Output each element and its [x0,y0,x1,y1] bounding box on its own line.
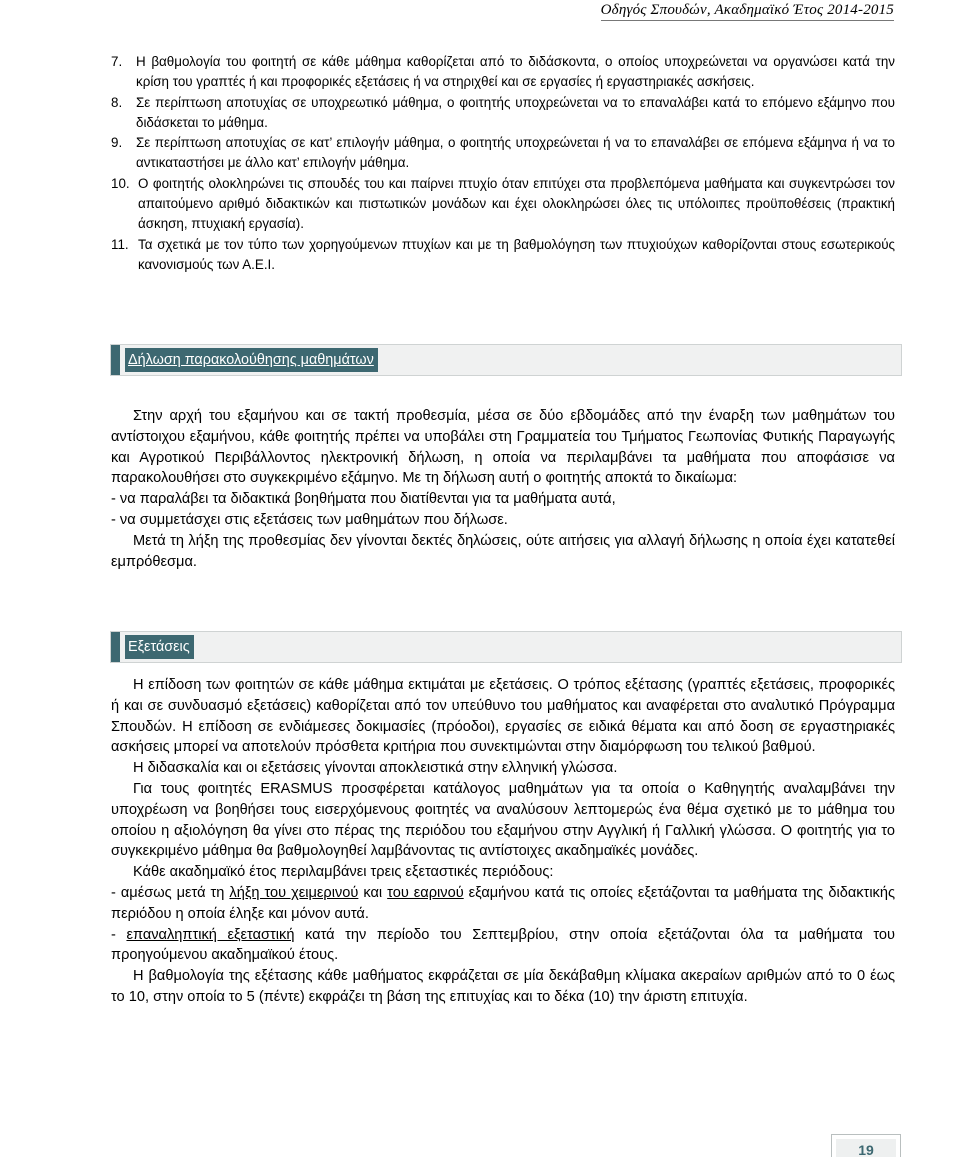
list-item-number: 7. [111,54,123,69]
list-item [111,174,895,235]
list-item-text: Σε περίπτωση αποτυχίας σε υποχρεωτικό μάθημα, ο φοιτητής υποχρεώνεται να το επαναλάβει κατά το επόμενο εξάμηνο που διδάσκεται το μάθημα. [136,94,895,130]
list-item-text: Ο φοιτητής ολοκληρώνει τις σπουδές του και παίρνει πτυχίο όταν επιτύχει στα προβλεπόμενα μαθήματα και συγκεντρώσει τον απαιτούμενο αριθμό διδακτικών και πιστωτικών μονάδων και έχει ολοκληρώσει όλες τις υπόλοιπες προϋποθέσεις (πρακτική άσκηση, πτυχιακή εργασία). [138,175,895,232]
bullet-line: - να συμμετάσχει στις εξετάσεις των μαθημάτων που δήλωσε. [111,511,508,528]
bullet-line [111,883,895,925]
text-span: και [358,884,388,901]
underlined-term: επαναληπτική εξεταστική [126,926,295,943]
heading-accent [111,345,120,375]
list-item-number: 10. [111,175,130,191]
section-exams-body [111,675,895,1008]
list-item-text: Τα σχετικά με τον τύπο των χορηγούμενων πτυχίων και με τη βαθμολόγηση των πτυχιούχων καθορίζονται στους εσωτερικούς κανονισμούς των Α.Ε.Ι. [138,236,895,272]
paragraph: Η βαθμολογία της εξέτασης κάθε μαθήματος εκφράζεται σε μία δεκάβαθμη κλίμακα ακεραίων αριθμών από το 0 έως το 10, στην οποία το 5 (πέντε) εκφράζει τη βάση της επιτυχίας και το δέκα (10) την άριστη επιτυχία. [111,968,895,1005]
page-number: 19 [836,1139,896,1157]
section-heading-bar [110,631,902,663]
list-item [111,93,895,134]
section-attendance-body [111,406,895,572]
list-item-text: Η βαθμολογία του φοιτητή σε κάθε μάθημα καθορίζεται από το διδάσκοντα, ο οποίος υποχρεώνεται να οργανώσει κατά την κρίση του γραπτές ή και προφορικές εξετάσεις ή να στηριχθεί και σε εργασίες ή εργαστηριακές ασκήσεις. [136,54,895,90]
numbered-list [111,52,895,275]
list-item [111,52,895,93]
paragraph: Κάθε ακαδημαϊκό έτος περιλαμβάνει τρεις εξεταστικές περιόδους: [133,864,554,881]
paragraph: Στην αρχή του εξαμήνου και σε τακτή προθεσμία, μέσα σε δύο εβδομάδες από την έναρξη των μαθημάτων του αντίστοιχου εξαμήνου, κάθε φοιτητής πρέπει να υποβάλει στη Γραμματεία του Τμήματος Γεωπονίας Φυτικής Παραγωγής και Αγροτικού Περιβάλλοντος ηλεκτρονική δήλωση, η οποία να περιλαμβάνει τα μαθήματα που αποφάσισε να παρακολουθήσει στο συγκεκριμένο εξάμηνο. Με τη δήλωση αυτή ο φοιτητής αποκτά το δικαίωμα: [111,408,895,487]
list-item-number: 8. [111,94,123,110]
page-number-box [831,1134,901,1157]
bullet-line [111,925,895,967]
paragraph: Μετά τη λήξη της προθεσμίας δεν γίνονται δεκτές δηλώσεις, ούτε αιτήσεις για αλλαγή δήλωσης η οποία έχει κατατεθεί εμπρόθεσμα. [111,532,895,570]
bullet-line: - να παραλάβει τα διδακτικά βοηθήματα που διατίθενται για τα μαθήματα αυτά, [111,491,616,508]
paragraph: Η διδασκαλία και οι εξετάσεις γίνονται αποκλειστικά στην ελληνική γλώσσα. [133,760,618,777]
section-heading-exams: Εξετάσεις [125,635,194,659]
list-item-number: 9. [111,135,123,151]
paragraph: Για τους φοιτητές ERASMUS προσφέρεται κατάλογος μαθημάτων για τα οποία ο Καθηγητής αναλαμβάνει την υποχρέωση να βοηθήσει τους εισερχόμενους φοιτητές να αναλύσουν λεπτομερώς ένα θέμα σχετικό με το μάθημα του οποίου η αξιολόγηση θα γίνει στο πέρας της περιόδου του εξαμήνου στην Αγγλική ή Γαλλική γλώσσα. Ο φοιτητής για το συγκεκριμένο μάθημα θα βαθμολογηθεί λαμβάνοντας τις αντίστοιχες ακαδημαϊκές μονάδες. [111,780,895,860]
heading-accent [111,632,120,662]
text-span: εξαμήνου κατά τις οποίες εξετάζονται τα μαθήματα της διδακτικής περιόδου η οποία έληξε και μόνον αυτά. [111,884,896,922]
underlined-term: λήξη του χειμερινού [229,884,359,901]
list-item [111,133,895,174]
paragraph: Η επίδοση των φοιτητών σε κάθε μάθημα εκτιμάται με εξετάσεις. Ο τρόπος εξέτασης (γραπτές εξετάσεις, προφορικές ή και σε συνδυασμό εξετάσεις) καθορίζεται από τον υπεύθυνο του μαθήματος και αναφέρεται στο αναλυτικό Πρόγραμμα Σπουδών. Η επίδοση σε ενδιάμεσες δοκιμασίες (πρόοδοι), εργασίες σε ειδικά θέματα και από δοση σε εργαστηριακές ασκήσεις μπορεί να αποτελούν πρόσθετα κριτήρια που συνεκτιμώνται στην διαμόρφωση του τελικού βαθμού. [111,677,895,756]
text-span: - [111,926,127,943]
underlined-term: του εαρινού [387,884,464,901]
section-heading-attendance: Δήλωση παρακολούθησης μαθημάτων [125,348,378,372]
text-span: κατά την περίοδο του Σεπτεμβρίου, στην οποία εξετάζονται όλα τα μαθήματα του προηγούμενου ακαδημαϊκού έτους. [111,926,896,964]
list-item-number: 11. [111,236,129,252]
text-span: - αμέσως μετά τη [111,884,230,901]
running-header: Οδηγός Σπουδών, Ακαδημαϊκό Έτος 2014-2015 [601,2,894,21]
list-item [111,235,895,276]
section-heading-bar [110,344,902,376]
list-item-text: Σε περίπτωση αποτυχίας σε κατ’ επιλογήν μάθημα, ο φοιτητής υποχρεώνεται ή να το επαναλάβει σε επόμενα εξάμηνα ή να το αντικαταστήσει με άλλο κατ’ επιλογήν μάθημα. [136,135,895,171]
